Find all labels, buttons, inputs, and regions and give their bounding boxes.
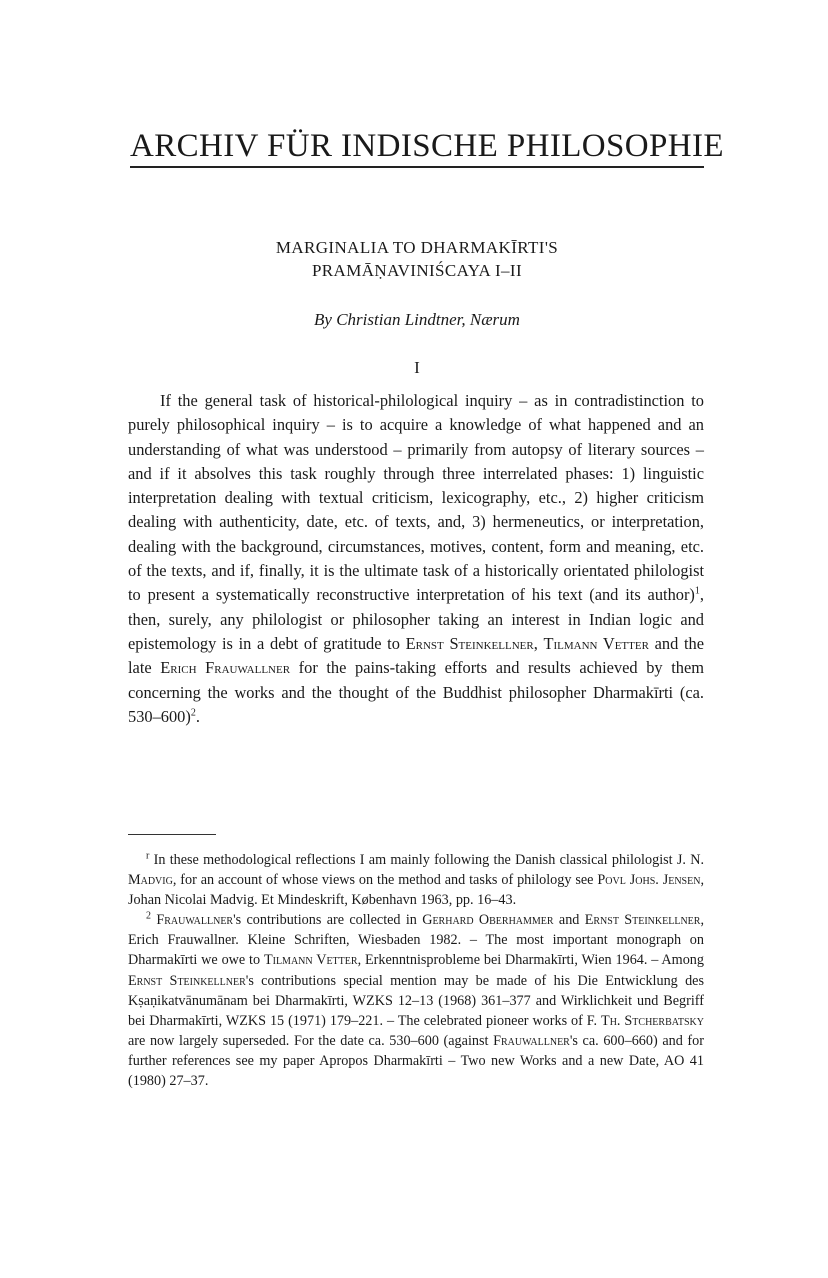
author-name: Tilmann Vetter	[263, 952, 358, 969]
footnote-text: , for an account of whose views on the method and tasks of philology see	[172, 872, 598, 889]
author-name: Madvig	[128, 872, 173, 889]
author-name: Povl Johs. Jensen	[597, 872, 701, 889]
footnote-reference-2: 2	[190, 707, 196, 719]
footnote-text: , Johan Nicolai Madvig. Et Mindeskrift, København 1963, pp. 16–43.	[128, 872, 704, 909]
body-text-run: .	[195, 706, 200, 726]
journal-title: ARCHIV FÜR INDISCHE PHILOSOPHIE	[130, 128, 724, 164]
footnote-text: and	[553, 912, 585, 929]
body-text-run: and the late	[128, 633, 704, 678]
author-name: Tilmann Vetter	[543, 633, 649, 653]
body-text-run: ,	[533, 633, 544, 653]
footnote-text: , Erich Frauwallner. Kleine Schriften, Wiesbaden 1982. – The most important monograph on Dharmakīrti we owe to	[128, 912, 704, 969]
footnote-text: are now largely superseded. For the date ca. 530–600 (against	[128, 1032, 494, 1049]
body-text-run: for the pains-taking efforts and results achieved by them concerning the works and the thought of the Buddhist philosopher Dharmakīrti (ca. 530–600)	[128, 658, 704, 726]
article-title-line-1: MARGINALIA TO DHARMAKĪRTI'S	[275, 238, 559, 257]
author-name: Erich Frauwallner	[160, 658, 291, 678]
author-name: Th. Stcherbatsky	[601, 1012, 704, 1029]
author-name: Frauwallner	[493, 1032, 570, 1049]
body-text	[128, 389, 704, 729]
title-rule	[130, 166, 704, 168]
section-number: I	[414, 358, 420, 377]
author-name: Gerhard Oberhammer	[422, 912, 554, 929]
author-name: Ernst Steinkellner	[128, 972, 246, 989]
footnote-marker: 2	[146, 910, 151, 922]
footnote-text: In these methodological reflections I am mainly following the Danish classical philologist J. N.	[149, 852, 704, 868]
footnote-text: , Erkenntnisprobleme bei Dharmakīrti, Wien 1964. – Among	[357, 952, 704, 969]
article-title	[130, 236, 704, 282]
footnote-rule	[128, 834, 216, 835]
body-text-run: If the general task of historical-philological inquiry – as in contradistinction to purely philosophical inquiry – is to acquire a knowledge of what happened and an understanding of what was understood – primarily from autopsy of literary sources – and if it absolves this task roughly through three interrelated phases: 1) linguistic interpretation dealing with textual criticism, lexicography, etc., 2) higher criticism dealing with authenticity, date, etc. of texts, and, 3) hermeneutics, or interpretation, dealing with the background, circumstances, motives, content, form and meaning, etc. of the texts, and if, finally, it is the ultimate task of a historically orientated philologist to present a systematically reconstructive interpretation of his text (and its author)	[128, 391, 704, 605]
author-name: Ernst Steinkellner	[584, 912, 701, 929]
footnote-text: 's ca. 600–660) and for further references see my paper Apropos Dharmakīrti – Two new Works and a new Date, AO 41 (1980) 27–37.	[128, 1032, 704, 1090]
footnote-reference-1: 1	[694, 585, 700, 597]
footnote-text: 's contributions special mention may be made of his Die Entwicklung des Kṣaṇikatvānumānam bei Dharmakīrti, WZKS 12–13 (1968) 361–377 and Wirklichkeit und Begriff bei Dharmakīrti, WZKS 15 (1971) 179–221. – The celebrated pioneer works of F.	[128, 972, 704, 1029]
footnotes	[128, 850, 704, 1091]
footnote-text: 's contributions are collected in	[233, 912, 423, 929]
author-name: Frauwallner	[156, 912, 234, 929]
body-text-run: , then, surely, any philologist or philosopher taking an interest in Indian logic and epistemology is in a debt of gratitude to	[128, 585, 704, 653]
author-name: Ernst Steinkellner	[405, 633, 534, 653]
body-paragraph	[128, 389, 704, 729]
footnote-2	[128, 910, 704, 1091]
footnote-1	[128, 850, 704, 910]
author-byline: By Christian Lindtner, Nærum	[314, 310, 520, 329]
footnote-marker: r	[146, 850, 150, 862]
article-title-line-2: PRAMĀṆAVINIŚCAYA I–II	[311, 261, 523, 280]
